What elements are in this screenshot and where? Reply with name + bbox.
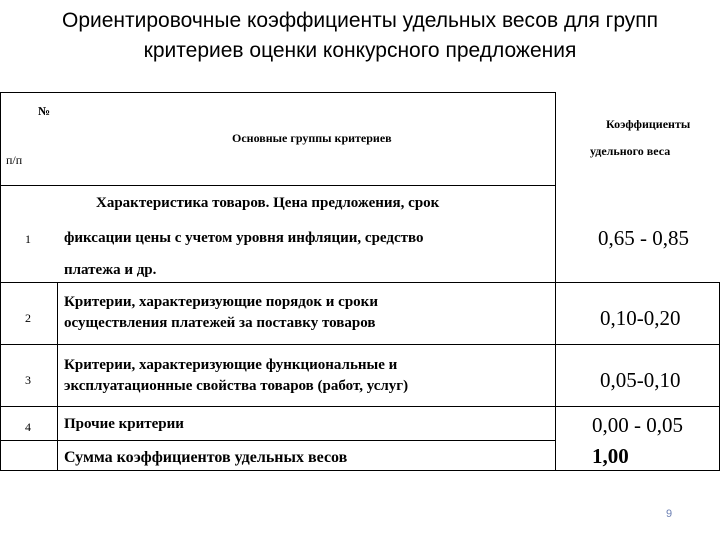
table-border-left bbox=[0, 92, 1, 470]
total-label: Сумма коэффициентов удельных весов bbox=[64, 449, 348, 466]
row-4-text: Прочие критерии bbox=[64, 416, 184, 432]
page-number: 9 bbox=[666, 508, 673, 520]
table-border-bottom bbox=[0, 470, 720, 471]
slide-title-line-1: Ориентировочные коэффициенты удельных весов для групп bbox=[61, 9, 659, 32]
total-value: 1,00 bbox=[592, 444, 629, 468]
slide-title-line-2: критериев оценки конкурсного предложения bbox=[143, 39, 577, 62]
header-coefficients-line-2: удельного веса bbox=[590, 144, 671, 158]
header-num-symbol: № bbox=[38, 104, 51, 118]
row-1-text-line-1: Характеристика товаров. Цена предложения, срок bbox=[96, 195, 440, 211]
row-3-text-line-1: Критерии, характеризующие функциональные и bbox=[64, 357, 398, 373]
row-4-number: 4 bbox=[25, 420, 31, 434]
row-2-coefficient: 0,10-0,20 bbox=[600, 306, 681, 330]
header-coefficients-line-1: Коэффициенты bbox=[606, 117, 691, 131]
row-3-coefficient: 0,05-0,10 bbox=[600, 368, 681, 392]
slide-title bbox=[0, 6, 720, 66]
header-criteria-groups: Основные группы критериев bbox=[232, 131, 392, 145]
header-num-label: п/п bbox=[6, 153, 23, 167]
row-2-text-line-2: осуществления платежей за поставку товаров bbox=[64, 315, 376, 331]
row-3-number: 3 bbox=[25, 373, 31, 387]
row-3-text-line-2: эксплуатационные свойства товаров (работ, услуг) bbox=[64, 378, 409, 394]
coef-column-divider bbox=[555, 92, 556, 470]
header-divider bbox=[0, 185, 555, 186]
row-divider-4 bbox=[0, 440, 555, 441]
num-column-divider bbox=[57, 282, 58, 470]
row-divider-1 bbox=[0, 282, 720, 283]
row-1-text-line-2: фиксации цены с учетом уровня инфляции, средство bbox=[64, 230, 424, 246]
row-2-text-line-1: Критерии, характеризующие порядок и сроки bbox=[64, 294, 378, 310]
row-1-text-line-3: платежа и др. bbox=[64, 262, 157, 278]
row-divider-2 bbox=[0, 344, 720, 345]
table-border-top bbox=[0, 92, 555, 93]
row-divider-3 bbox=[0, 406, 720, 407]
row-2-number: 2 bbox=[25, 311, 31, 325]
row-1-number: 1 bbox=[25, 232, 31, 246]
row-4-coefficient: 0,00 - 0,05 bbox=[592, 413, 683, 437]
row-1-coefficient: 0,65 - 0,85 bbox=[598, 226, 689, 250]
